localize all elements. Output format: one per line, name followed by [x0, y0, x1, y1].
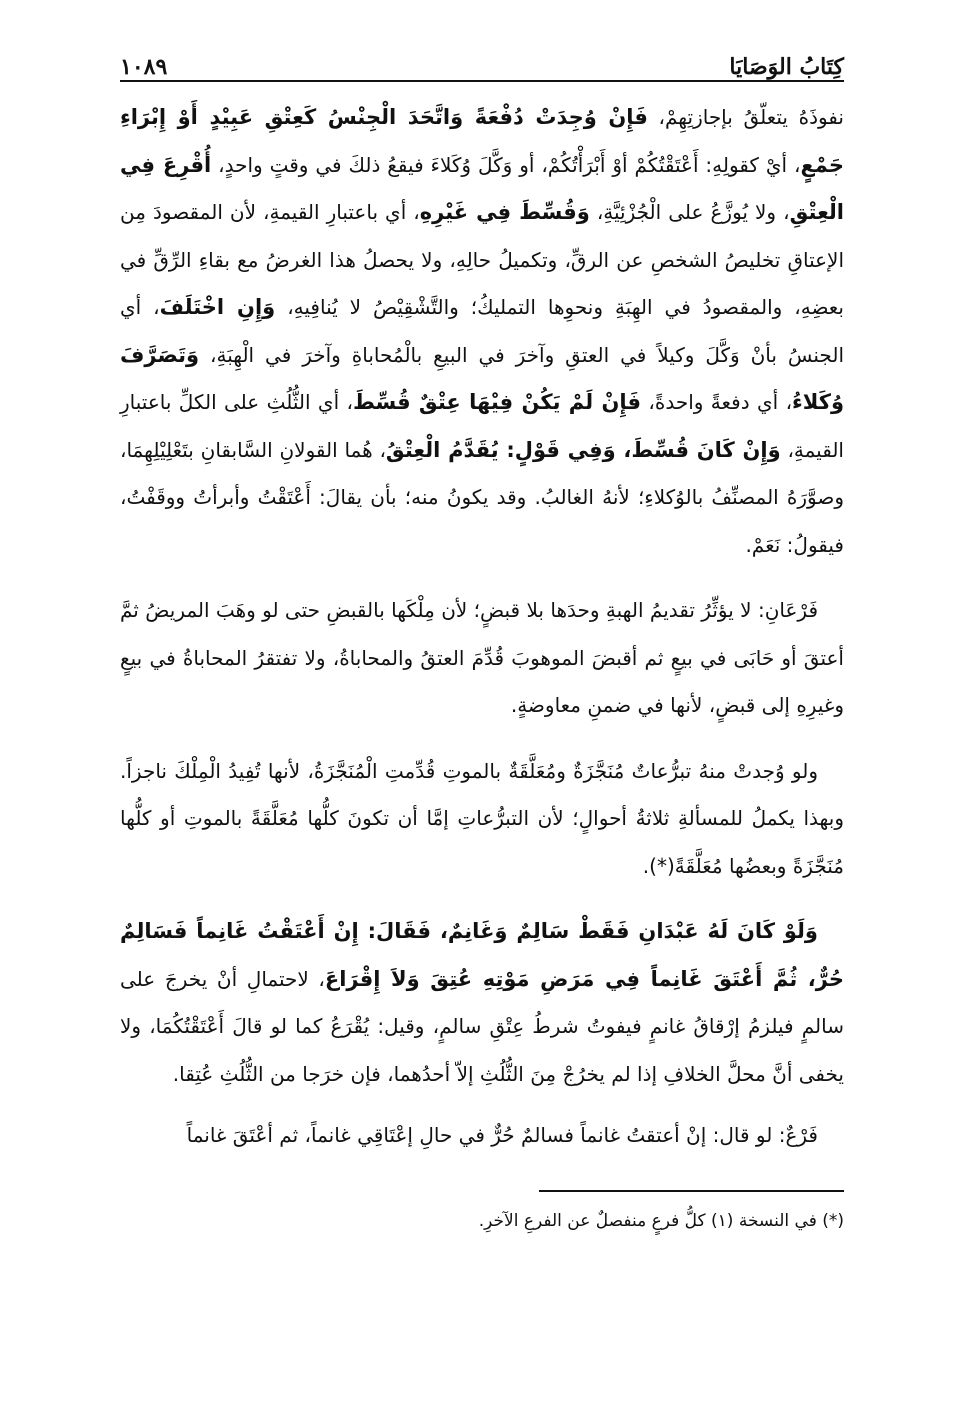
- sharh-text: ، أي الجنسُ بأنْ وَكَّلَ وكيلاً في العتقِ وآخرَ في البيعِ بالْمُحاباةِ وآخرَ في الْهِبَةِ،: [120, 295, 844, 367]
- sharh-text: ، ولا يُوزَّعُ على الْجُزْئِيَّةِ،: [589, 200, 790, 224]
- paragraph-gap: [120, 1098, 844, 1112]
- running-header: [120, 38, 844, 82]
- paragraph: [120, 1112, 844, 1160]
- matn-text: وَتَصَرَّفَ وُكَلاءُ: [120, 342, 844, 414]
- body-text: [120, 94, 844, 1160]
- paragraph-gap: [120, 730, 844, 748]
- sharh-text: ، لاحتمالِ أنْ يخرجَ على سالمٍ فيلزمُ إرْقاقُ غانمٍ فيفوتُ شرطُ عِتْقِ سالمٍ، وقيل: يُقْرَعُ كما لو قالَ أَعْتَقْتُكُمَا، ولا يخفى أنَّ محلَّ الخلافِ إذا لم يخرُجْ مِنَ الثُّلُثِ إلاّ أحدُهما، فإن خرَجا من الثُّلُثِ عُتِقا.: [120, 966, 844, 1086]
- matn-text: فَإِنْ وُجِدَتْ دُفْعَةً وَاتَّحَدَ الْجِنْسُ كَعِتْقِ عَبِيْدٍ أَوْ إِبْرَاءِ جَمْعٍ: [120, 105, 844, 177]
- paragraph-gap: [120, 569, 844, 587]
- sharh-text: ، هُما القولانِ السَّابقانِ بتَعْلِيْلِهِمَا، وصوَّرَهُ المصنِّفُ بالوُكلاءِ؛ لأنهُ الغالبُ. وقد يكونُ منه؛ بأن يقالَ: أَعْتَقْتُ وأبرأتُ ووقَفْتُ، فيقولُ: نَعَمْ.: [120, 437, 844, 557]
- footnote-separator: [539, 1190, 844, 1192]
- matn-text: فَإِنْ لَمْ يَكُنْ فِيْهَا عِتْقٌ قُسِّطَ: [352, 390, 642, 414]
- book-page: [120, 38, 844, 1234]
- footnote: (*) في النسخة (١) كلُّ فرعٍ منفصلٌ عن الفرعِ الآخرِ.: [478, 1210, 844, 1231]
- matn-text: أُقْرِعَ فِي الْعِتْقِ: [120, 152, 845, 224]
- sharh-text: ، أي الثُّلُثِ على الكلِّ باعتبارِ القيمةِ،: [120, 390, 844, 462]
- sharh-text: فَرْعٌ: لو قال: إنْ أعتقتُ غانماً فسالمٌ حُرٌّ في حالِ إعْتَاقِي غانماً، ثم أعْتَقَ غانماً: [186, 1123, 818, 1147]
- sharh-text: ، أي دفعةً واحدةً،: [641, 390, 793, 414]
- paragraph: [120, 94, 844, 569]
- matn-text: وَقُسِّطَ فِي غَيْرِهِ: [419, 200, 590, 224]
- paragraph: [120, 748, 844, 891]
- page-number: ١٠٨٩: [120, 54, 168, 80]
- matn-text: وَإِنْ كَانَ قُسِّطَ، وَفِي قَوْلٍ: يُقَدَّمُ الْعِتْقُ: [385, 437, 781, 462]
- paragraph-gap: [120, 890, 844, 908]
- sharh-text: ولو وُجدتْ منهُ تبرُّعاتٌ مُنَجَّزَةٌ ومُعَلَّقَةٌ بالموتِ قُدِّمتِ الْمُنَجَّزَةُ، لأنها تُفِيدُ الْمِلْكَ ناجزاً. وبهذا يكملُ للمسألةِ ثلاثةُ أحوالٍ؛ لأن التبرُّعاتِ إمَّا أن تكونَ كلُّها مُعَلَّقَةً بالموتِ أو كلُّها مُنَجَّزَةً وبعضُها مُعَلَّقَةً(*).: [120, 758, 844, 878]
- sharh-text: فَرْعَانِ: لا يؤثِّرُ تقديمُ الهبةِ وحدَها بلا قبضٍ؛ لأن مِلْكَها بالقبضِ حتى لو وهَبَ المريضُ ثمَّ أعتقَ أو حَابَى في بيعٍ ثم أقبضَ الموهوبَ قُدِّمَ العتقُ والمحاباةُ، ولا تفتقرُ المحاباةُ في بيعٍ وغيرِهِ إلى قبضٍ، لأنها في ضمنِ معاوضةٍ.: [120, 598, 844, 717]
- sharh-text: ، أي باعتبارِ القيمةِ، لأن المقصودَ مِن الإعتاقِ تخليصُ الشخصِ عن الرقِّ، وتكميلُ حالِهِ، ولا يحصلُ هذا الغرضُ مع بقاءِ الرِّقِّ في بعضِهِ، والمقصودُ في الهِبَةِ ونحوِها التمليكُ؛ والتَّشْقِيْصُ لا يُنافِيهِ،: [120, 200, 845, 319]
- book-title: كِتَابُ الوَصَايَا: [729, 54, 844, 80]
- paragraph: [120, 908, 844, 1098]
- matn-text: وَإِنِ اخْتَلَفَ: [159, 295, 276, 319]
- paragraph: [120, 587, 844, 730]
- sharh-text: ، أيْ كقولِهِ: أَعْتَقْتُكُمْ أوْ أَبْرَأْتُكُمْ، أو وَكَّلَ وُكَلاءَ فيقعُ ذلكَ في وقتٍ واحدٍ،: [211, 152, 801, 177]
- matn-text: وَلَوْ كَانَ لَهُ عَبْدَانِ فَقَطْ سَالِمٌ وَغَانِمٌ، فَقَالَ: إِنْ أَعْتَقْتُ غَانِماً فَسَالِمٌ حُرٌّ، ثُمَّ أَعْتَقَ غَانِماً فِي مَرَضِ مَوْتِهِ عُتِقَ وَلاَ إِقْرَاعَ: [120, 919, 844, 991]
- sharh-text: نفوذَهُ يتعلّقُ بإجازتِهِمْ،: [647, 105, 844, 129]
